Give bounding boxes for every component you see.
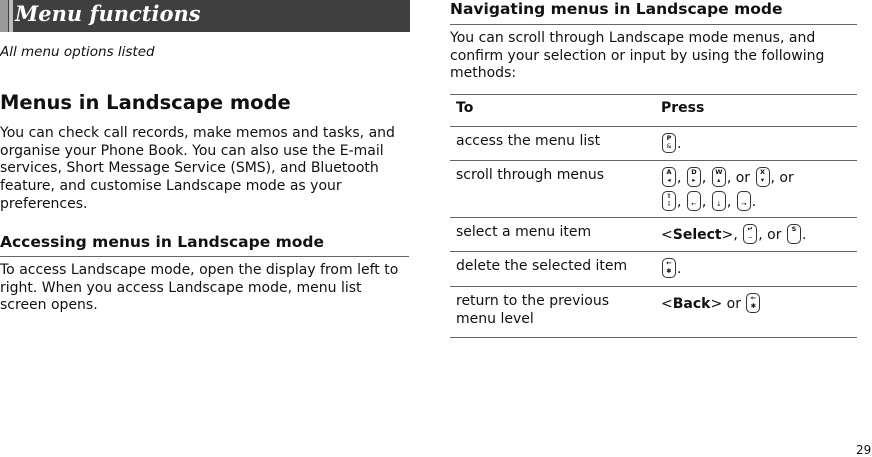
a-key-icon: A ◂ (662, 167, 676, 187)
access-paragraph: To access Landscape mode, open the display from left to right. When you access Landscape mode, menu list screen opens. (0, 262, 399, 314)
divider (450, 24, 857, 25)
p-key-icon: P & (662, 133, 676, 153)
action-label: return to the previous menu level (456, 293, 610, 327)
action-label: delete the selected item (456, 258, 628, 274)
action-label: select a menu item (456, 224, 592, 240)
navigate-heading: Navigating menus in Landscape mode (450, 0, 783, 18)
section-banner (0, 0, 410, 32)
d-key-icon: D ▸ (687, 167, 701, 187)
column-header-press: Press (661, 100, 705, 116)
key-combination: <Select>, ↵ ⌣ , or S . (661, 225, 807, 243)
softkey-label: Select (672, 227, 722, 243)
right-arrow-key-icon: → (737, 191, 751, 211)
banner-accent-stripe (0, 0, 8, 32)
shift-key-icon: ⇧ ⇩ (662, 191, 676, 211)
divider (0, 256, 409, 257)
section-subtitle: All menu options listed (0, 44, 155, 60)
action-label: access the menu list (456, 133, 601, 149)
table-row (450, 161, 857, 218)
banner-accent-stripe-thin (9, 0, 13, 32)
key-combination: A ◂ , D ▸ , W ▴ , or X ▾ , or ⇧ ⇩ , ← , ↓ , → . (661, 167, 794, 211)
delete-key-icon: ← ✱ (746, 293, 760, 313)
key-combination: <Back> or ← ✱ (661, 293, 761, 314)
table-row (450, 218, 857, 252)
table-row (450, 287, 857, 338)
table-row (450, 127, 857, 161)
delete-key-icon: ← ✱ (662, 258, 676, 278)
left-arrow-key-icon: ← (687, 191, 701, 211)
page-number: 29 (856, 443, 872, 457)
table-header-row (450, 94, 857, 127)
access-heading: Accessing menus in Landscape mode (0, 233, 325, 251)
intro-paragraph: You can check call records, make memos and tasks, and organise your Phone Book. You can also use the E-mail services, Short Message Service (SMS), and Bluetooth feature, and customise Landscape mode as your preferences. (0, 125, 395, 212)
down-arrow-key-icon: ↓ (712, 191, 726, 211)
w-key-icon: W ▴ (712, 167, 726, 187)
navigation-table (450, 94, 857, 338)
banner-title: Menu functions (15, 1, 201, 26)
action-label: scroll through menus (456, 167, 604, 183)
navigate-paragraph: You can scroll through Landscape mode menus, and confirm your selection or input by using the following methods: (450, 30, 825, 82)
page-heading: Menus in Landscape mode (0, 91, 291, 114)
x-key-icon: X ▾ (756, 167, 770, 187)
softkey-label: Back (672, 296, 711, 312)
s-key-icon: S (787, 224, 801, 244)
enter-key-icon: ↵ ⌣ (743, 224, 757, 244)
table-row (450, 252, 857, 287)
column-header-to: To (456, 100, 474, 116)
key-combination: ← ✱ . (661, 258, 681, 279)
key-combination: P & . (661, 133, 681, 154)
